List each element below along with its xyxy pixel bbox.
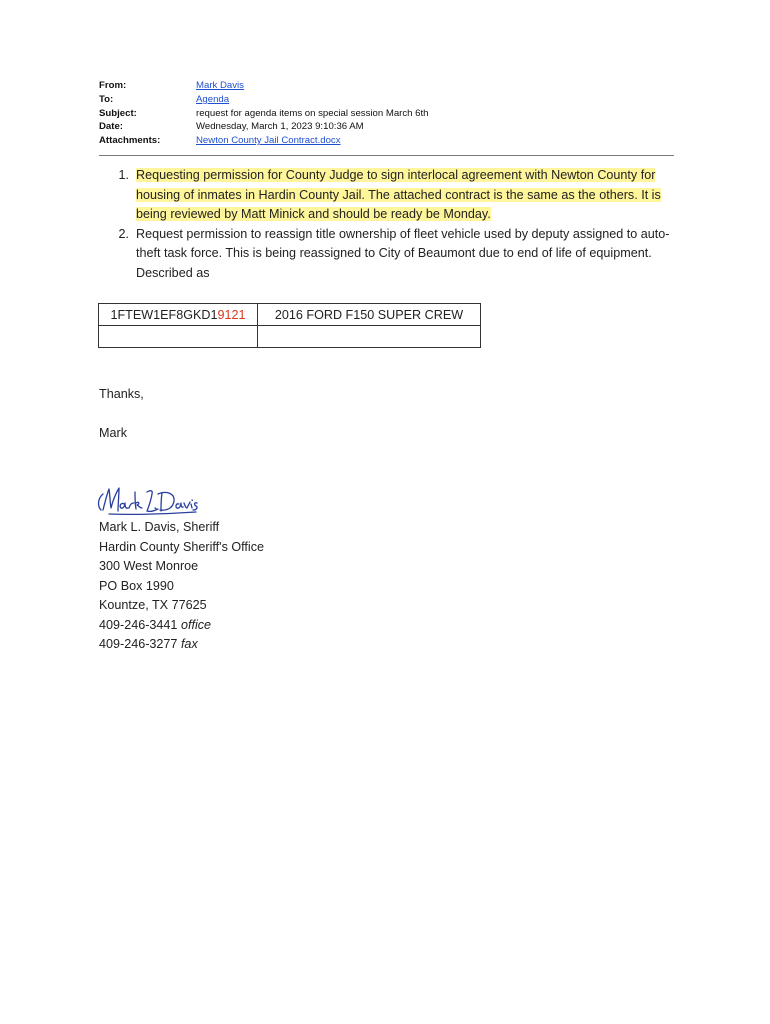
request-text: Request permission to reassign title ownership of fleet vehicle used by deputy assigned to auto-theft task force. This is being reassigned to City of Beaumont due to end of life of equipment. Described as: [136, 226, 670, 280]
office-phone-label: office: [180, 617, 212, 632]
to-link[interactable]: Agenda: [196, 93, 230, 105]
header-label: Attachments:: [99, 135, 161, 147]
fax-label: fax: [180, 637, 198, 651]
city-state-zip: Kountze, TX 77625: [99, 598, 207, 612]
sheriff-name: Mark L. Davis, Sheriff: [99, 520, 220, 534]
list-number: 2.: [118, 226, 129, 241]
subject-value: request for agenda items on special session March 6th: [196, 107, 429, 119]
header-to-row: [99, 93, 674, 107]
table-row: [99, 326, 481, 348]
header-from-row: [99, 79, 674, 93]
email-header: [99, 79, 674, 148]
list-item: [99, 225, 679, 284]
vin-prefix: 1FTEW1EF8GKD1: [110, 307, 218, 322]
po-box: PO Box 1990: [99, 578, 174, 593]
header-date-row: [99, 120, 674, 134]
from-link[interactable]: Mark Davis: [196, 80, 244, 91]
header-attachments-row: [99, 134, 674, 148]
table-row: [99, 304, 481, 326]
highlighted-request-text: Requesting permission for County Judge to sign interlocal agreement with Newton County for housing of inmates in Hardin County Jail. The attached contract is the same as the others. It is being reviewed by Matt Minick and should be ready be Monday.: [136, 168, 661, 221]
header-divider: [99, 155, 674, 156]
date-value: Wednesday, March 1, 2023 9:10:36 AM: [196, 121, 364, 133]
agenda-request-list: [99, 166, 679, 283]
signature-block: [99, 518, 264, 655]
closing-name: Mark: [99, 426, 127, 440]
empty-cell: [99, 326, 258, 348]
fax-phone: 409-246-3277: [99, 637, 178, 651]
header-label: From:: [99, 80, 127, 91]
vehicle-description-cell: 2016 FORD F150 SUPER CREW: [258, 304, 481, 326]
header-label: Date:: [99, 121, 123, 133]
header-label: To:: [99, 93, 114, 105]
office-phone: 409-246-3441: [99, 617, 178, 632]
vin-suffix: 9121: [217, 307, 246, 322]
vin-cell: [99, 304, 258, 326]
empty-cell: [258, 326, 481, 348]
street-address: 300 West Monroe: [99, 559, 199, 573]
header-label: Subject:: [99, 107, 137, 119]
list-number: 1.: [118, 168, 129, 182]
office-phone-line: [99, 616, 264, 636]
list-item: [99, 166, 679, 225]
fax-line: [99, 635, 264, 655]
handwritten-signature: [95, 484, 199, 522]
attachment-link[interactable]: Newton County Jail Contract.docx: [196, 135, 341, 147]
closing-thanks: Thanks,: [99, 387, 144, 401]
office-name: Hardin County Sheriff's Office: [99, 539, 265, 554]
header-subject-row: [99, 107, 674, 121]
vehicle-table: [98, 303, 481, 348]
